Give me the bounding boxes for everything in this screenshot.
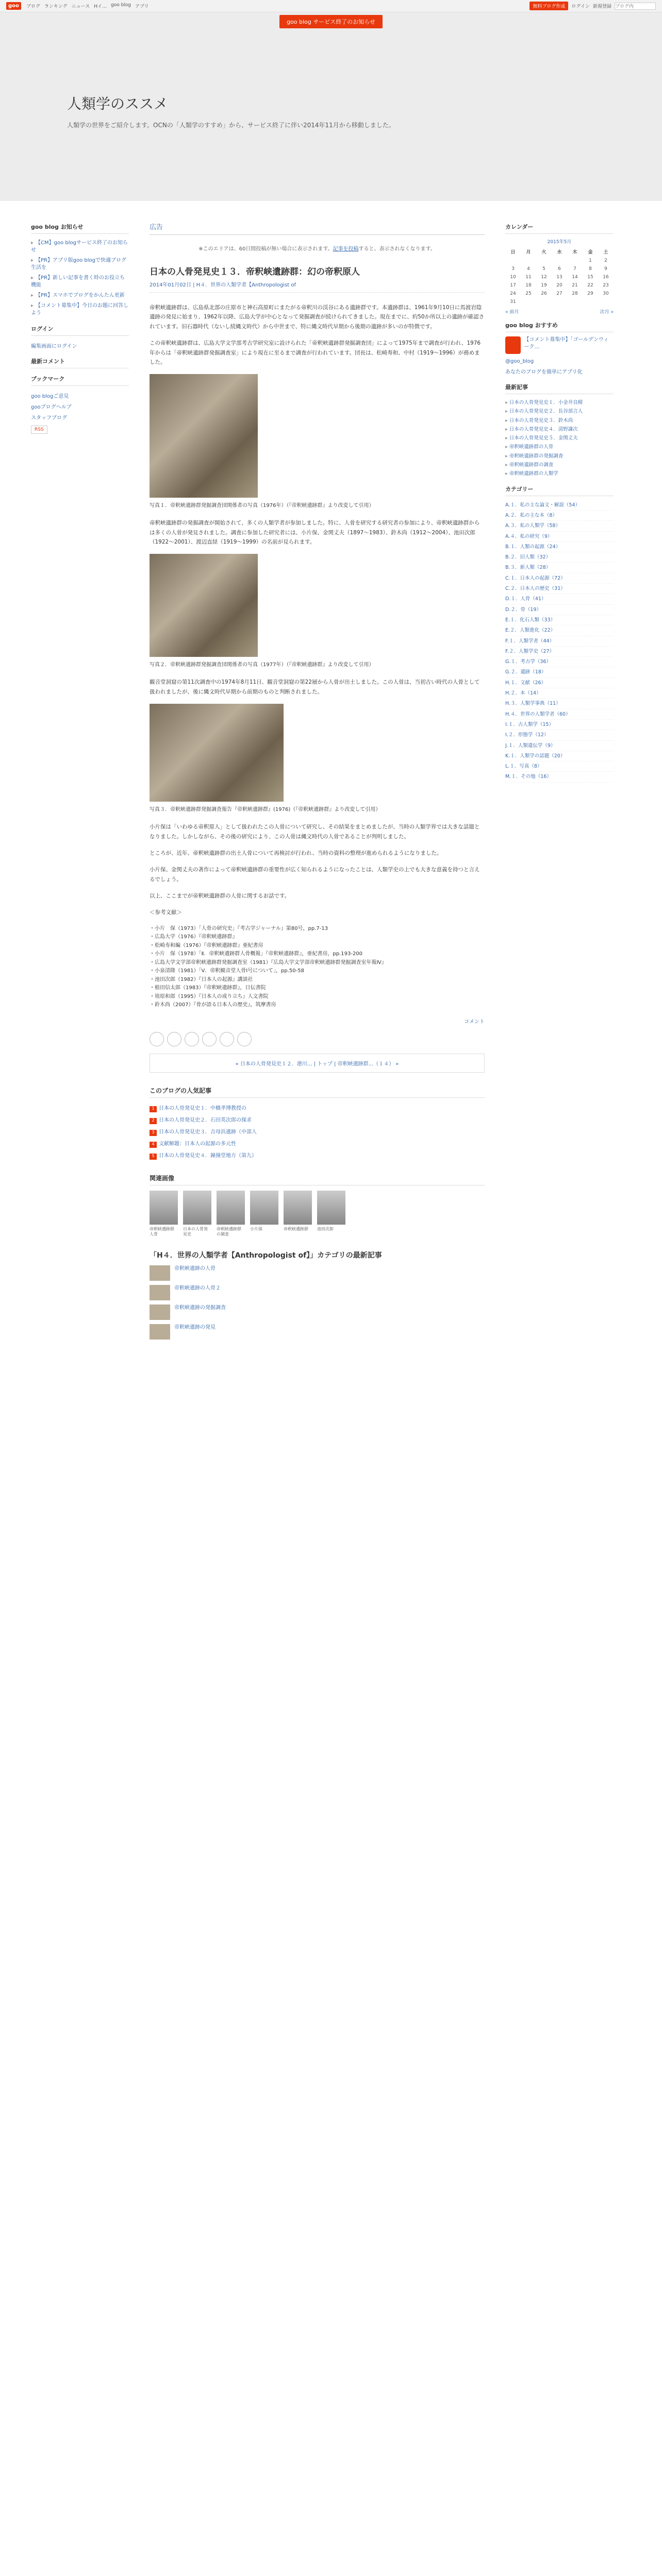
related-image[interactable]: 小片保 <box>250 1191 278 1238</box>
entry-paragraph: 帝釈峡遺跡群は、広島県北部の庄原市と神石高原町にまたがる帝釈川の渓谷にある遺跡群です。本遺跡群は、1961年9月10日に馬渡岩陰遺跡の発見に始まり、1962年以降、広島大学が中心となって発掘調査が続けられてきました。現在までに、約50か所以上の遺跡が確認されています。旧石器時代（ないし続縄文時代）から中世まで、特に縄文時代早期から後期の遺跡が多いのが特徴です。 <box>150 304 485 330</box>
article-thumb <box>150 1304 170 1320</box>
category-item[interactable]: I.２．形態学（12） <box>505 730 614 740</box>
rank-icon: 1 <box>150 1106 157 1112</box>
popular-heading: このブログの人気記事 <box>150 1086 485 1098</box>
global-link[interactable]: goo blog <box>111 3 131 8</box>
global-link[interactable]: Hイ… <box>94 4 107 9</box>
rank-icon: 5 <box>150 1154 157 1160</box>
post-article-link[interactable]: 記事を投稿 <box>333 246 359 252</box>
rss-badge[interactable]: RSS <box>31 426 47 434</box>
category-latest-item[interactable]: 帝釈峡遺跡の発見 <box>150 1324 485 1340</box>
related-images-heading: 関連画像 <box>150 1174 485 1185</box>
popular-item[interactable]: 5 日本の人骨発見史４．鐘撞堂地方（第九） <box>150 1149 485 1161</box>
photo-caption: 写真１．帝釈峡遺跡群発掘調査団関係者の写真（1976年）（『帝釈峡遺跡群』より改変して引用） <box>150 503 374 509</box>
category-item[interactable]: G.１．考古学（36） <box>505 657 614 667</box>
news-heading: goo blog お知らせ <box>31 223 129 234</box>
popular-list <box>150 1102 485 1161</box>
bullet-icon: ▸ <box>31 275 34 281</box>
related-image[interactable]: 帝釈峡遺跡群 <box>284 1191 312 1238</box>
related-image[interactable]: 帝釈峡遺跡群の調査 <box>217 1191 245 1238</box>
entry-paragraph: 以上、ここまでが帝釈峡遺跡群の人骨に関するお話です。 <box>150 893 290 899</box>
rank-icon: 2 <box>150 1118 157 1124</box>
reference-item: ・埴原和郎（1995）『日本人の成り立ち』人文書院 <box>150 993 269 999</box>
related-image-thumb <box>250 1191 278 1225</box>
photo-3[interactable] <box>150 704 284 802</box>
bullet-icon: ▸ <box>31 240 34 246</box>
recommend-heading: goo blog おすすめ <box>505 321 614 332</box>
recommend-item[interactable]: 【コメント募集中】「ゴールデンウィーク… <box>505 336 614 354</box>
category-item[interactable]: D.２．骨（19） <box>505 605 614 615</box>
entry-paragraph: この帝釈峡遺跡群は、広島大学文学部考古学研究室に設けられた「帝釈峡遺跡群発掘調査団」によって1975年まで調査が行われ、1976年からは「帝釈峡遺跡群発掘調査室」により現在に至るまで調査が行われています。団長は、松崎寿和、中村（1919～1996）が務めました。 <box>150 340 481 365</box>
global-link[interactable]: ブログ <box>26 4 40 9</box>
category-item[interactable]: A.３．私の人類学（58） <box>505 521 614 531</box>
category-item[interactable]: B.２．旧人類（32） <box>505 552 614 563</box>
bookmark-link[interactable]: スタッフブログ <box>31 415 67 421</box>
news-item[interactable]: ▸ 【コメント募集中】今日のお題に回答しよう <box>31 303 129 316</box>
entry-paragraph: 帝釈峡遺跡群の発掘調査が開始されて、多くの人類学者が参加しました。特に、人骨を研究する研究者の参加により、帝釈峡遺跡群からは多くの人骨が発見されました。調査に参加した研究者には、小片保、金関丈夫（1897～1983）、鈴木尚（1912～2004）、池田次郎（1922～2001）、渡辺直経（1919～1999）の名前が見られます。 <box>150 520 480 545</box>
recent-item[interactable]: ▸ 帝釈峡遺跡群の人骨 <box>505 444 554 450</box>
category-latest-item[interactable]: 帝釈峡遺跡の人骨 <box>150 1265 485 1281</box>
category-item[interactable]: B.３．新人類（28） <box>505 563 614 573</box>
main-content <box>150 216 485 1344</box>
category-item[interactable]: G.２．遺跡（18） <box>505 667 614 677</box>
calendar-table: 日 月 火 水 木 金 土 1 2 3 4 5 6 7 8 9 10 11 12 13 14 15 16 17 18 19 20 21 22 23 24 25 26 27 28 29 30 31 <box>510 250 609 304</box>
rank-icon: 4 <box>150 1142 157 1148</box>
blog-title[interactable]: 人類学のススメ <box>67 95 169 112</box>
register-link[interactable]: 新規登録 <box>592 4 611 9</box>
twitter-link[interactable]: @goo_blog <box>505 359 534 364</box>
service-end-notice[interactable]: goo blog サービス終了のお知らせ <box>279 15 383 28</box>
global-right <box>529 2 656 10</box>
related-images <box>150 1191 485 1238</box>
login-link[interactable]: ログイン <box>571 4 590 9</box>
article-thumb <box>150 1265 170 1281</box>
category-item[interactable]: H.３．人類学事典（11） <box>505 699 614 709</box>
share-icon[interactable] <box>202 1032 217 1046</box>
popular-item[interactable]: 3 日本の人骨発見史３．吉母浜遺跡（中部人 <box>150 1126 485 1138</box>
category-item[interactable]: C.２．日本人の歴史（31） <box>505 584 614 594</box>
recent-list <box>505 398 614 479</box>
entry-paragraph: 観音堂洞窟の第11次調査中の1974年8月11日、観音堂洞窟の第22層から人骨が出土しました。この人骨は、当初古い時代の人骨として扱われましたが、後に縄文時代早期から前期のものと判断されました。 <box>150 679 480 695</box>
entry-meta[interactable]: 2014年01月02日 | H４．世界の人類学者【Anthropologist of <box>150 280 485 293</box>
entry-paragraph: 小片保は「いわゆる帝釈原人」として扱われたこの人骨について研究し、その結果をまとめましたが、当時の人類学界では大きな話題となりました。しかしながら、その後の研究により、この人骨は縄文時代の人骨であることが判明しました。 <box>150 824 480 840</box>
next-month-link[interactable]: 次月 » <box>600 310 614 315</box>
category-item[interactable]: D.１．人骨（41） <box>505 594 614 604</box>
bullet-icon: ▸ <box>31 303 34 309</box>
photo-caption: 写真２．帝釈峡遺跡群発掘調査団関係者の写真（1977年）（『帝釈峡遺跡群』より改変して引用） <box>150 662 374 668</box>
reference-item: ・小片 保（1973）「人骨の研究史」『考古学ジャーナル』第80号，pp.7-13 <box>150 925 328 931</box>
goo-logo[interactable]: goo <box>6 2 21 10</box>
ad-label: 広告 <box>150 222 485 235</box>
bullet-icon: ▸ <box>505 471 508 477</box>
popular-item[interactable]: 1 日本の人骨発見史１．中橋孝博教授の <box>150 1102 485 1114</box>
global-links <box>26 3 149 9</box>
category-item[interactable]: E.２．人類進化（22） <box>505 625 614 636</box>
article-thumb <box>150 1285 170 1300</box>
category-latest-heading[interactable]: 「H４．世界の人類学者【Anthropologist of】」カテゴリの最新記事 <box>150 1251 382 1260</box>
recent-item[interactable]: ▸ 日本の人骨発見史１．小金井良精 <box>505 400 583 405</box>
news-list <box>31 238 129 318</box>
calendar-month: 2015年5月 <box>547 240 572 245</box>
related-image-thumb <box>317 1191 345 1225</box>
popular-item[interactable]: 2 日本の人骨発見史２．石田英次郎の探求 <box>150 1114 485 1126</box>
create-blog-button[interactable]: 無料ブログ作成 <box>529 2 568 10</box>
category-item[interactable]: J.１．人類遺伝学（9） <box>505 741 614 751</box>
category-item[interactable]: A.４．私の研究（9） <box>505 532 614 542</box>
category-item[interactable]: I.１．古人類学（15） <box>505 720 614 730</box>
bullet-icon: ▸ <box>505 400 508 405</box>
share-icon[interactable] <box>237 1032 252 1046</box>
bookmarks-heading: ブックマーク <box>31 375 129 386</box>
entry-pager[interactable]: « 日本の人骨発見史１２．港川... | トップ | 帝釈峡遺跡群...（１４） » <box>150 1054 485 1073</box>
recent-heading: 最新記事 <box>505 383 614 394</box>
blog-search-input[interactable] <box>615 3 656 10</box>
bullet-icon: ▸ <box>505 444 508 450</box>
recent-item[interactable]: ▸ 日本の人骨発見史４．清野謙次 <box>505 426 578 432</box>
recent-item[interactable]: ▸ 帝釈峡遺跡群の発掘調査 <box>505 453 564 459</box>
bullet-icon: ▸ <box>505 426 508 432</box>
reference-item: ・小泉清隆（1981）「Ⅴ．帝釈観音堂人骨Ⅰ号について」，pp.50-58 <box>150 968 304 974</box>
category-item[interactable]: A.１．私の主な論文・解説（54） <box>505 500 614 511</box>
global-link[interactable]: ランキング <box>44 4 68 9</box>
entry-paragraph: ところが、近年、帝釈峡遺跡群の出土人骨について再検討が行われ、当時の資料の整理が進められるようになりました。 <box>150 850 442 856</box>
news-item[interactable]: ▸ 【PR】スマホでブログをかんたん更新 <box>31 293 125 298</box>
category-item[interactable]: F.２．人類学史（27） <box>505 647 614 657</box>
comments-heading: 最新コメント <box>31 357 129 368</box>
bullet-icon: ▸ <box>31 293 34 298</box>
references-heading: ＜参考文献＞ <box>150 909 182 916</box>
news-item[interactable]: ▸ 【PR】アプリ版goo blogで快適ブログ生活を <box>31 258 126 270</box>
references-list <box>150 925 485 1010</box>
entry-title[interactable]: 日本の人骨発見史１３．帝釈峡遺跡群：幻の帝釈原人 <box>150 267 360 277</box>
share-icon[interactable] <box>220 1032 234 1046</box>
bullet-icon: ▸ <box>505 409 508 415</box>
entry-paragraph: 小片保、金関丈夫の著作によって帝釈峡遺跡群の重要性が広く知られるようになったことは、人類学史の上でも大きな意義を持つと言えるでしょう。 <box>150 867 480 883</box>
login-heading: ログイン <box>31 325 129 336</box>
rank-icon: 3 <box>150 1130 157 1136</box>
global-bar <box>0 0 662 12</box>
photo-2[interactable] <box>150 554 258 657</box>
category-item[interactable]: C.１．日本人の起源（72） <box>505 573 614 584</box>
article-thumb <box>150 1324 170 1340</box>
reference-item: ・植田信太郎（1983）『帝釈峡遺跡群』，日伝書院 <box>150 985 266 991</box>
recent-item[interactable]: ▸ 日本の人骨発見史３．鈴木尚 <box>505 417 573 423</box>
calendar-nav <box>505 308 614 315</box>
related-image-thumb <box>284 1191 312 1225</box>
share-icon[interactable] <box>150 1032 164 1046</box>
reference-item: ・池田次郎（1982）『日本人の起源』講談社 <box>150 976 253 982</box>
goo-app-icon <box>505 336 521 354</box>
inactive-notice: ※このエリアは、60日間投稿が無い場合に表示されます。記事を投稿すると、表示されなくなります。 <box>198 246 436 252</box>
category-latest-item[interactable]: 帝釈峡遺跡の人骨２ <box>150 1285 485 1300</box>
reference-item: ・鈴木尚（2007）『骨が語る日本人の歴史』，筑摩書房 <box>150 1002 276 1008</box>
blog-description: 人類学の世界をご紹介します。OCNの「人類学のすすめ」から、サービス終了に伴い2014年11月から移動しました。 <box>67 122 395 129</box>
category-item[interactable]: B.１．人類の起源（24） <box>505 542 614 552</box>
category-list <box>505 500 614 783</box>
reference-item: ・小片 保（1978）「Ⅱ．帝釈峡遺跡群人骨概報」『帝釈峡遺跡群』，亜紀書房，pp.193-200 <box>150 951 363 957</box>
calendar-heading: カレンダー <box>505 223 614 234</box>
recent-item[interactable]: ▸ 帝釈峡遺跡群の人類学 <box>505 471 558 477</box>
bullet-icon: ▸ <box>505 462 508 468</box>
related-image[interactable]: 池田次郎 <box>317 1191 345 1238</box>
bullet-icon: ▸ <box>31 258 34 263</box>
bullet-icon: ▸ <box>505 435 508 442</box>
related-image[interactable]: 日本の人骨発見史 <box>183 1191 211 1238</box>
popular-item[interactable]: 4 文献解題：日本人の起源の多元性 <box>150 1138 485 1149</box>
news-item[interactable]: ▸ 【PR】新しい記事を書く時のお役立ち機能 <box>31 275 125 288</box>
recent-item[interactable]: ▸ 日本の人骨発見史２．長谷部言人 <box>505 409 583 415</box>
bookmark-link[interactable]: goo blogご意見 <box>31 394 69 399</box>
app-link[interactable]: あなたのブログを簡単にアプリ化 <box>505 369 583 375</box>
photo-caption: 写真３．帝釈峡遺跡群発掘調査報告『帝釈峡遺跡群』(1976)（『帝釈峡遺跡群』より改変して引用） <box>150 807 381 813</box>
category-item[interactable]: H.１．文献（26） <box>505 678 614 688</box>
photo-1[interactable] <box>150 374 258 498</box>
category-item[interactable]: K.１．人類学の話題（20） <box>505 751 614 761</box>
edit-login-link[interactable]: 編集画面にログイン <box>31 344 77 349</box>
bullet-icon: ▸ <box>505 453 508 459</box>
recent-item[interactable]: ▸ 日本の人骨発見史５．金関丈夫 <box>505 435 578 442</box>
left-sidebar <box>31 216 129 1344</box>
recent-item[interactable]: ▸ 帝釈峡遺跡群の調査 <box>505 462 554 468</box>
category-item[interactable]: M.１．その他（16） <box>505 772 614 782</box>
category-item[interactable]: L.１．写真（8） <box>505 761 614 772</box>
global-link[interactable]: ニュース <box>71 4 90 9</box>
reference-item: ・広島大学文学部帝釈峡遺跡群発掘調査室（1981）『広島大学文学部帝釈峡遺跡群発掘調査室年報Ⅳ』 <box>150 959 387 965</box>
social-buttons <box>150 1032 485 1046</box>
related-image-thumb <box>150 1191 178 1225</box>
blog-header <box>0 31 662 201</box>
category-latest-item[interactable]: 帝釈峡遺跡の発掘調査 <box>150 1304 485 1320</box>
share-icon[interactable] <box>167 1032 181 1046</box>
reference-item: ・松崎寿和編（1976）『帝釈峡遺跡群』亜紀書房 <box>150 942 263 948</box>
share-icon[interactable] <box>185 1032 199 1046</box>
bullet-icon: ▸ <box>505 417 508 423</box>
right-sidebar <box>505 216 614 1344</box>
bookmark-link[interactable]: gooブログヘルプ <box>31 404 72 410</box>
content-container <box>0 201 662 1344</box>
related-image-thumb <box>217 1191 245 1225</box>
category-item[interactable]: H.２．本（14） <box>505 688 614 699</box>
prev-month-link[interactable]: « 前月 <box>505 310 519 315</box>
reference-item: ・広島大学（1976）『帝釈峡遺跡群』 <box>150 934 238 940</box>
category-item[interactable]: H.４．世界の人類学者（60） <box>505 709 614 720</box>
category-item[interactable]: F.１．人類学者（44） <box>505 636 614 647</box>
category-item[interactable]: E.１．化石人類（33） <box>505 615 614 625</box>
related-image[interactable]: 帝釈峡遺跡群人骨 <box>150 1191 178 1238</box>
related-image-thumb <box>183 1191 211 1225</box>
comment-link[interactable]: コメント <box>464 1019 485 1025</box>
notice-bar <box>0 12 662 31</box>
category-item[interactable]: A.２．私の主な本（8） <box>505 511 614 521</box>
category-heading: カテゴリー <box>505 485 614 496</box>
calendar <box>505 238 614 315</box>
global-link[interactable]: アプリ <box>135 4 149 9</box>
news-item[interactable]: ▸ 【CM】goo blogサービス終了のお知らせ <box>31 240 128 253</box>
